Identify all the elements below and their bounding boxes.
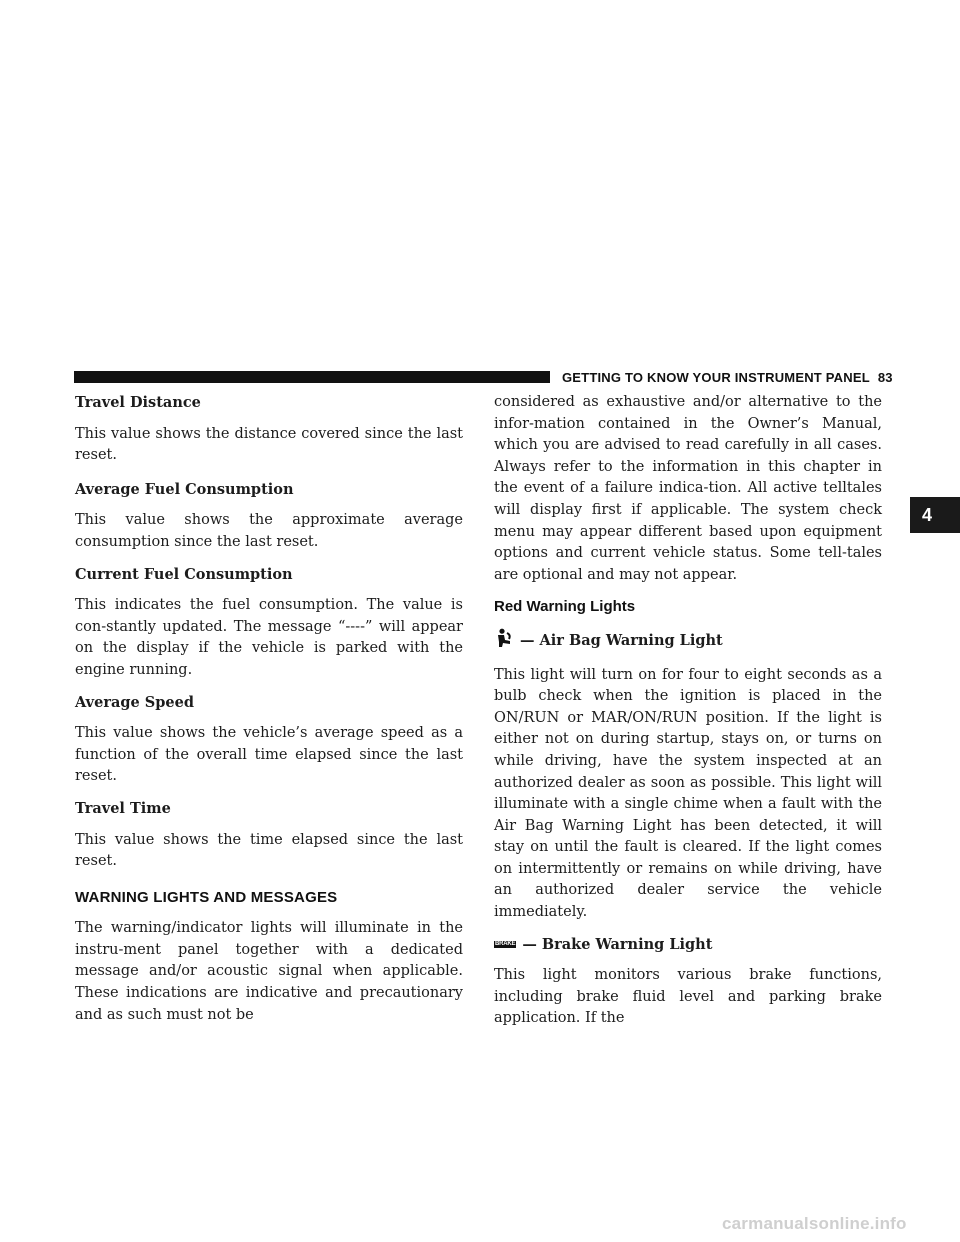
right-column: [494, 392, 882, 1040]
brake-light-title: — Brake Warning Light: [522, 935, 713, 953]
section-title-current-fuel: Current Fuel Consumption: [75, 565, 293, 583]
section-title-travel-distance: Travel Distance: [75, 394, 201, 411]
section-body-travel-distance: This value shows the distance covered since the last reset.: [75, 425, 463, 464]
section-title-average-fuel: Average Fuel Consumption: [75, 480, 294, 498]
section-body-current-fuel: This indicates the fuel consumption. The value is con-stantly updated. The message “----” will appear on the display if the vehicle is parked with the engine running.: [75, 597, 463, 678]
header-rule: [74, 371, 550, 383]
section-body-average-fuel: This value shows the approximate average consumption since the last reset.: [75, 512, 463, 550]
chapter-tab: 4: [910, 497, 960, 533]
section-body-average-speed: This value shows the vehicle’s average speed as a function of the overall time elapsed since the last reset.: [75, 725, 463, 785]
continuation-text: considered as exhaustive and/or alternative to the infor-mation contained in the Owner’s Manual, which you are advised to read carefully in all cases. Always refer to the information in this chapter in the event of a failure indica-tion. All active telltales will display first if applicable. The system check menu may appear different based upon equipment options and current vehicle status. Some tell-tales are optional and may not appear.: [494, 394, 882, 583]
airbag-light-heading: [494, 628, 882, 655]
section-title-travel-time: Travel Time: [75, 799, 171, 817]
running-header: [562, 370, 893, 385]
airbag-light-title: — Air Bag Warning Light: [520, 632, 723, 650]
airbag-icon: [494, 628, 514, 655]
brake-light-body: This light monitors various brake functions, including brake fluid level and parking brake application. If the: [494, 967, 882, 1027]
section-body-travel-time: This value shows the time elapsed since the last reset.: [75, 831, 463, 870]
subheading-red-warning-lights: Red Warning Lights: [494, 598, 636, 616]
brake-light-heading: [494, 934, 882, 956]
warning-intro-text: The warning/indicator lights will illuminate in the instru-ment panel together with a dedicated message and/or acoustic signal when applicable. These indications are indicative and precautionary and as such must not be: [75, 920, 463, 1023]
airbag-light-body: This light will turn on for four to eight seconds as a bulb check when the ignition is placed in the ON/RUN or MAR/ON/RUN position. If the light is either not on during startup, stays on, or turns on while driving, have the system inspected at an authorized dealer as soon as possible. This light will illuminate with a single chime when a fault with the Air Bag Warning Light has been detected, it will stay on until the fault is cleared. If the light comes on intermittently or remains on while driving, have an authorized dealer service the vehicle immediately.: [494, 666, 882, 921]
section-heading-warning-lights: WARNING LIGHTS AND MESSAGES: [75, 888, 338, 906]
page-number: 83: [877, 370, 893, 385]
section-title-average-speed: Average Speed: [75, 693, 194, 711]
left-column: [75, 392, 463, 1036]
header-title: GETTING TO KNOW YOUR INSTRUMENT PANEL: [562, 370, 870, 385]
watermark: carmanualsonline.info: [722, 1214, 907, 1233]
brake-icon: BRAKE: [495, 940, 516, 947]
